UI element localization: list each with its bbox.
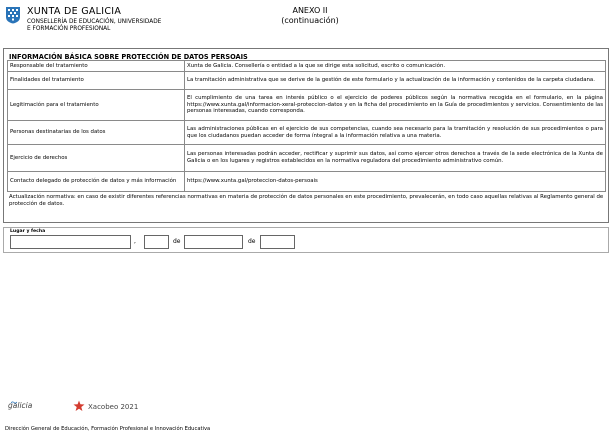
place-date-label: Lugar y fecha — [10, 229, 46, 234]
footer-department: Dirección General de Educación, Formación Profesional e Innovación Educativa — [5, 426, 211, 432]
table-row — [8, 121, 606, 145]
row-value: Las administraciones públicas en el ejercicio de sus competencias, cuando sea necesario para la tramitación y resolución de sus procedimientos o para que los ciudadanos puedan acceder de forma íntegral a la información relativa a una materia. — [185, 121, 606, 145]
table-row — [8, 61, 606, 72]
row-value: La tramitación administrativa que se derive de la gestión de este formulario y la actualización de la información y contenidos de la carpeta ciudadana. — [185, 72, 606, 90]
table-row — [8, 90, 606, 121]
day-field[interactable] — [144, 235, 169, 249]
de-label-2: de — [248, 238, 256, 245]
row-label: Finalidades del tratamiento — [8, 72, 185, 90]
year-field[interactable] — [260, 235, 295, 249]
row-value: Las personas interesadas podrán acceder, rectificar y suprimir sus datos, así como ejercer otros derechos a través de la sede electrónica de la Xunta de Galicia o en los lugares y registros establecidos en la normativa reguladora del procedimiento administrativo común. — [185, 145, 606, 172]
de-label-1: de — [173, 238, 181, 245]
table-row — [8, 72, 606, 90]
row-label: Personas destinatarias de los datos — [8, 121, 185, 145]
xunta-shield-icon — [5, 6, 21, 24]
table-row — [8, 145, 606, 172]
department-name: CONSELLERÍA DE EDUCACIÓN, UNIVERSIDADE E FORMACIÓN PROFESIONAL — [27, 19, 162, 32]
row-label: Legitimación para el tratamiento — [8, 90, 185, 121]
xacobeo-icon — [73, 400, 85, 412]
row-label: Ejercicio de derechos — [8, 145, 185, 172]
annex-heading: ANEXO II (continuación) — [281, 6, 339, 25]
org-name: XUNTA DE GALICIA — [27, 6, 122, 17]
row-value: El cumplimiento de una tarea en interés público o el ejercicio de poderes públicos según la normativa recogida en el formulario, en la página https://www.xunta.gal/informacion-xeral-proteccion-datos y en la ficha del procedimiento en la Guía de procedimientos y servicios. Consentimiento de las personas interesadas, cuando corresponda. — [185, 90, 606, 121]
comma-separator: , — [134, 238, 136, 245]
row-label: Responsable del tratamiento — [8, 61, 185, 72]
galicia-logo: galicia — [8, 401, 33, 410]
table-row — [8, 172, 606, 192]
row-value: Xunta de Galicia. Consellería o entidad a la que se dirige esta solicitud, escrito o comunicación. — [185, 61, 606, 72]
month-field[interactable] — [184, 235, 243, 249]
data-protection-title: INFORMACIÓN BÁSICA SOBRE PROTECCIÓN DE DATOS PERSOAIS — [9, 53, 248, 61]
row-value[interactable]: https://www.xunta.gal/proteccion-datos-persoais — [185, 172, 606, 192]
data-protection-table — [7, 60, 606, 192]
normative-note: Actualización normativa: en caso de existir diferentes referencias normativas en materia de protección de datos personales en este procedimiento, prevalecerán, en todo caso aquellas relativas al Reglamento general de protección de datos. — [9, 194, 604, 208]
place-field[interactable] — [10, 235, 131, 249]
row-label: Contacto delegado de protección de datos y más información — [8, 172, 185, 192]
xacobeo-logo: Xacobeo 2021 — [88, 403, 139, 411]
